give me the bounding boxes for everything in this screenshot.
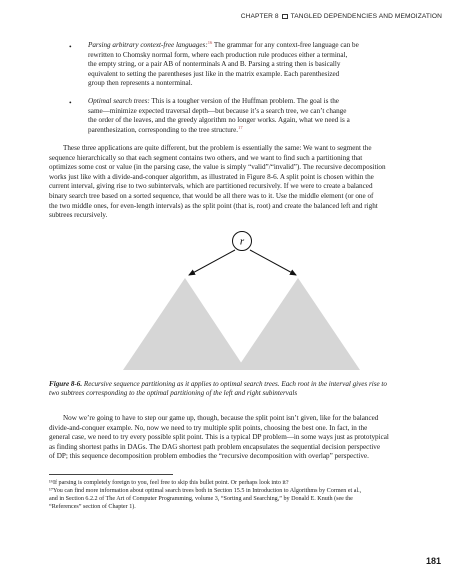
paragraph-line: binary search tree based on a sorted sequence, that would be all there was to it. Use the middle element (or one of	[49, 191, 374, 200]
body-paragraph-2	[49, 414, 441, 462]
bullet-line: same—minimize expected traversal depth—but because it’s a search tree, we can’t change	[88, 106, 347, 115]
paragraph-line: optimizes some cost or value (in the parsing case, the value is simply “valid”/“invalid”). The recursive decomposition	[49, 163, 386, 172]
bullet-line: the order of the leaves, and the greedy algorithm no longer works. Again, what we need is a	[88, 116, 350, 125]
bullet-line: rewritten to Chomsky normal form, where each production rule produces either a terminal,	[88, 50, 348, 59]
header-chapter: CHAPTER 8	[240, 13, 279, 20]
bullet-lead: Parsing arbitrary context-free languages:	[88, 41, 208, 49]
footnote-17-cont: “References” section of Chapter 1).	[49, 504, 136, 510]
paragraph-line: as finding shortest paths in DAGs. The DAG shortest path problem encapsulates the sequential decision perspective	[49, 442, 381, 451]
right-arrow	[250, 250, 296, 275]
left-subtree-triangle	[123, 278, 246, 370]
paragraph-line: works just like with a divide-and-conquer algorithm, as illustrated in Figure 8-6. A split point is chosen within the	[49, 172, 374, 181]
bullet-line: Optimal search trees: This is a tougher version of the Huffman problem. The goal is the	[88, 97, 339, 105]
bullet-line: parenthesization, corresponding to the tree structure.$^{17}$	[88, 124, 243, 134]
paragraph-line: the two middle ones, for even-length intervals) as the split point (that is, root) and create the balanced left and right	[49, 201, 378, 210]
footnote-divider	[49, 474, 173, 475]
bullet-line: the empty string, or a pair AB of nonterminals A and B. Parsing a string then is basically	[88, 60, 341, 69]
header-title: TANGLED DEPENDENCIES AND MEMOIZATION	[290, 13, 442, 20]
paragraph-line: of DP; this sequence decomposition problem embodies the “recursive decomposition with overlap” perspective.	[49, 452, 369, 461]
paragraph-line: sequence hierarchically so that each segment contains two others, and we want to find such a partitioning that	[49, 153, 363, 162]
footnote-ref[interactable]: 17	[238, 124, 243, 130]
paragraph-line: Now we’re going to have to step our game up, though, because the split point isn’t given, like for the balanced	[63, 414, 379, 422]
paragraph-line: current interval, giving rise to two subintervals, which are partitioned recursively. If we were to create a balanced	[49, 182, 373, 191]
footnote-16: ¹⁶If parsing is completely foreign to you, feel free to skip this bullet point. Or perhaps look into it?	[49, 480, 289, 486]
paragraph-line: divide-and-conquer example. No, now we need to try multiple split points, choosing the best one. In fact, in the	[49, 423, 368, 432]
footnote-ref[interactable]: 16	[207, 40, 213, 45]
bullet-marker: •	[69, 98, 72, 107]
bullet-lead: Optimal search trees:	[88, 97, 150, 105]
right-subtree-triangle	[236, 278, 360, 370]
figure-caption: Figure 8-6. Recursive sequence partitioning as it applies to optimal search trees. Each root in the interval gives rise to two subtrees corresponding to the optimal partitioning of the left and right subintervals	[49, 380, 387, 398]
footnotes	[49, 479, 441, 511]
footnote-17-cont: and in Section 6.2.2 of The Art of Computer Programming, volume 3, “Sorting and Searching,” by Donald E. Knuth (see the	[49, 496, 353, 502]
paragraph-line: subtrees recursively.	[49, 211, 108, 220]
bullet-line: Parsing arbitrary context-free languages:$^{16}$ The grammar for any context-free language can be	[88, 40, 359, 49]
paragraph-line: general case, we need to try every possible split point. This is a typical DP problem—in some ways just as prototypical	[49, 433, 389, 442]
left-arrow	[189, 250, 235, 275]
bullet-marker: •	[69, 42, 72, 51]
bullet-line: equivalent to setting the parentheses just like in the matrix example. Each parenthesized	[88, 69, 340, 78]
page-number: 181	[425, 556, 441, 566]
paragraph-line: These three applications are quite different, but the problem is essentially the same: We want to segment the	[63, 144, 372, 152]
root-label: r	[239, 235, 245, 248]
caption-label: Figure 8-6.	[49, 380, 83, 388]
footnote-17: ¹⁷You can find more information about optimal search trees both in Section 15.5 in Introduction to Algorithms by Cormen et al.,	[49, 488, 362, 494]
bullet-line: group then represents a nonterminal.	[88, 79, 193, 88]
